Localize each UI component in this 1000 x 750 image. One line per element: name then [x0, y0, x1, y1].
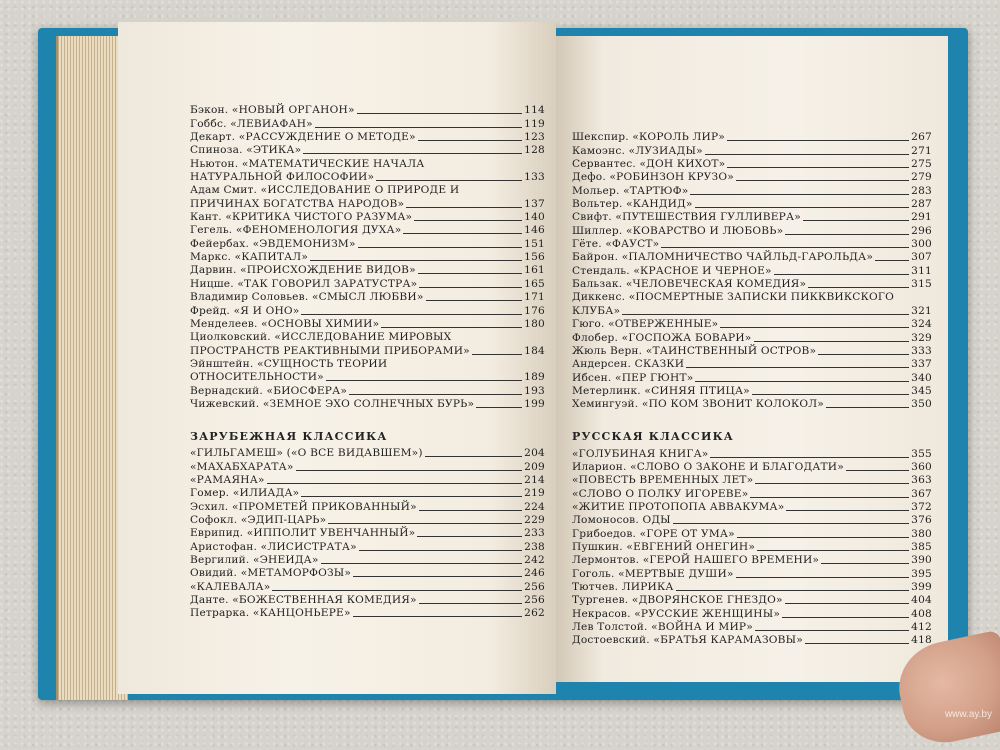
page-number: 219 — [524, 487, 545, 500]
page-number: 283 — [911, 184, 932, 197]
toc-entry — [190, 291, 545, 304]
page-number: 256 — [524, 580, 545, 593]
toc-entry — [572, 171, 932, 184]
toc-entry — [190, 447, 545, 460]
toc-entry-title: «ЖИТИЕ ПРОТОПОПА АВВАКУМА» — [572, 500, 785, 513]
leader-line — [321, 563, 523, 564]
leader-line — [803, 220, 909, 221]
page-number: 390 — [911, 554, 932, 567]
left-entries — [190, 104, 545, 411]
leader-line — [472, 354, 522, 355]
toc-entry-title: НАТУРАЛЬНОЙ ФИЛОСОФИИ» — [190, 171, 375, 184]
right-page — [556, 36, 948, 682]
leader-line — [690, 194, 909, 195]
toc-entry-title: Эйнштейн. «СУЩНОСТЬ ТЕОРИИ — [190, 357, 388, 370]
page-number: 395 — [911, 567, 932, 580]
page-number: 408 — [911, 607, 932, 620]
leader-line — [695, 381, 909, 382]
page-number: 123 — [524, 131, 545, 144]
page-number: 224 — [524, 500, 545, 513]
toc-entry — [190, 594, 545, 607]
page-number: 140 — [524, 211, 545, 224]
page-number: 329 — [911, 331, 932, 344]
leader-line — [676, 590, 910, 591]
toc-entry-title: Бальзак. «ЧЕЛОВЕЧЕСКАЯ КОМЕДИЯ» — [572, 278, 807, 291]
toc-entry-title: «КАЛЕВАЛА» — [190, 580, 271, 593]
toc-entry — [572, 358, 932, 371]
leader-line — [419, 287, 522, 288]
toc-entry-title: Софокл. «ЭДИП-ЦАРЬ» — [190, 513, 327, 526]
toc-entry — [572, 581, 932, 594]
leader-line — [727, 167, 909, 168]
leader-line — [310, 260, 522, 261]
toc-entry-title: Вольтер. «КАНДИД» — [572, 198, 693, 211]
page-number: 340 — [911, 371, 932, 384]
leader-line — [349, 394, 522, 395]
toc-entry — [190, 277, 545, 290]
leader-line — [425, 456, 523, 457]
page-number: 376 — [911, 514, 932, 527]
toc-entry-title: Достоевский. «БРАТЬЯ КАРАМАЗОВЫ» — [572, 634, 803, 647]
toc-entry-title: Дефо. «РОБИНЗОН КРУЗО» — [572, 171, 734, 184]
toc-entry — [572, 278, 932, 291]
toc-entry — [190, 344, 545, 357]
toc-entry — [572, 385, 932, 398]
page-number: 246 — [524, 567, 545, 580]
page-number: 360 — [911, 460, 932, 473]
page-number: 324 — [911, 318, 932, 331]
watermark: www.ay.by — [944, 709, 992, 720]
toc-entry-title: Грибоедов. «ГОРЕ ОТ УМА» — [572, 527, 735, 540]
toc-entry-title: Вернадский. «БИОСФЕРА» — [190, 384, 348, 397]
toc-entry-title: «СЛОВО О ПОЛКУ ИГОРЕВЕ» — [572, 487, 749, 500]
toc-entry-title: Гомер. «ИЛИАДА» — [190, 487, 300, 500]
leader-line — [875, 260, 909, 261]
leader-line — [417, 536, 522, 537]
toc-entry-title: Камоэнс. «ЛУЗИАДЫ» — [572, 144, 703, 157]
toc-entry-title: «РАМАЯНА» — [190, 473, 265, 486]
page-number: 256 — [524, 594, 545, 607]
toc-entry-title: Гёте. «ФАУСТ» — [572, 238, 660, 251]
toc-entry — [190, 237, 545, 250]
toc-entry — [190, 398, 545, 411]
toc-entry-title: Маркс. «КАПИТАЛ» — [190, 251, 309, 264]
toc-entry — [572, 184, 932, 197]
page-number: 279 — [911, 171, 932, 184]
toc-entry — [572, 158, 932, 171]
page-number: 404 — [911, 594, 932, 607]
page-number: 311 — [911, 264, 932, 277]
leader-line — [418, 140, 522, 141]
toc-entry — [190, 500, 545, 513]
leader-line — [296, 470, 523, 471]
toc-entry-title: Чижевский. «ЗЕМНОЕ ЭХО СОЛНЕЧНЫХ БУРЬ» — [190, 397, 475, 410]
page-number: 307 — [911, 251, 932, 264]
toc-entry-title: «ГОЛУБИНАЯ КНИГА» — [572, 447, 709, 460]
toc-entry-title: Дарвин. «ПРОИСХОЖДЕНИЕ ВИДОВ» — [190, 264, 416, 277]
leader-line — [301, 496, 522, 497]
leader-line — [846, 470, 909, 471]
toc-entry — [190, 540, 545, 553]
page-number: 333 — [911, 344, 932, 357]
page-number: 399 — [911, 581, 932, 593]
toc-entry — [190, 371, 545, 384]
page-number: 233 — [524, 527, 545, 540]
toc-entry-title: Иларион. «СЛОВО О ЗАКОНЕ И БЛАГОДАТИ» — [572, 460, 844, 473]
page-number: 229 — [524, 513, 545, 526]
page-number: 275 — [911, 158, 932, 171]
page-number: 161 — [524, 264, 545, 277]
toc-entry — [572, 474, 932, 487]
leader-line — [357, 113, 523, 114]
page-number: 412 — [911, 621, 932, 634]
toc-entry-title: Ньютон. «МАТЕМАТИЧЕСКИЕ НАЧАЛА — [190, 157, 425, 170]
toc-entry-title: Менделеев. «ОСНОВЫ ХИМИИ» — [190, 317, 380, 330]
toc-entry — [190, 358, 545, 371]
toc-entry-title: Циолковский. «ИССЛЕДОВАНИЕ МИРОВЫХ — [190, 331, 452, 344]
toc-entry-title: Диккенс. «ПОСМЕРТНЫЕ ЗАПИСКИ ПИККВИКСКОГО — [572, 291, 894, 304]
page-number: 238 — [524, 540, 545, 553]
leader-line — [376, 180, 522, 181]
leader-line — [272, 590, 522, 591]
toc-entry — [572, 264, 932, 277]
toc-entry-title: Данте. «БОЖЕСТВЕННАЯ КОМЕДИЯ» — [190, 594, 417, 607]
toc-entry — [572, 331, 932, 344]
leader-line — [426, 300, 523, 301]
toc-entry — [572, 318, 932, 331]
toc-entry — [190, 331, 545, 344]
toc-entry-title: Ломоносов. ОДЫ — [572, 514, 671, 527]
toc-entry-title: ПРИЧИНАХ БОГАТСТВА НАРОДОВ» — [190, 197, 405, 210]
section-title-foreign-classics: ЗАРУБЕЖНАЯ КЛАССИКА — [190, 429, 388, 443]
leader-line — [750, 497, 909, 498]
toc-entry-title: Лермонтов. «ГЕРОЙ НАШЕГО ВРЕМЕНИ» — [572, 554, 820, 567]
toc-entry — [572, 594, 932, 607]
toc-entry — [190, 304, 545, 317]
russian-classics-entries — [572, 447, 932, 647]
leader-line — [661, 247, 909, 248]
leader-line — [774, 274, 909, 275]
toc-entry-title: Спиноза. «ЭТИКА» — [190, 144, 302, 157]
leader-line — [705, 154, 909, 155]
leader-line — [359, 550, 522, 551]
toc-entry-title: Байрон. «ПАЛОМНИЧЕСТВО ЧАЙЛЬД-ГАРОЛЬДА» — [572, 251, 874, 264]
leader-line — [736, 577, 910, 578]
toc-entry-title: Фрейд. «Я И ОНО» — [190, 304, 300, 317]
toc-entry — [572, 371, 932, 384]
leader-line — [353, 616, 523, 617]
toc-entry-title: Андерсен. СКАЗКИ — [572, 358, 685, 371]
leader-line — [353, 576, 522, 577]
toc-entry-title: Ницше. «ТАК ГОВОРИЛ ЗАРАТУСТРА» — [190, 277, 418, 290]
page-number: 180 — [524, 317, 545, 330]
leader-line — [267, 483, 523, 484]
toc-entry — [190, 474, 545, 487]
leader-line — [785, 603, 910, 604]
page-number: 321 — [911, 304, 932, 317]
leader-line — [805, 643, 909, 644]
page-number: 372 — [911, 500, 932, 513]
toc-entry — [572, 461, 932, 474]
page-number: 337 — [911, 358, 932, 371]
toc-entry-title: Жюль Верн. «ТАИНСТВЕННЫЙ ОСТРОВ» — [572, 344, 817, 357]
leader-line — [419, 510, 522, 511]
toc-entry — [190, 197, 545, 210]
page-number: 300 — [911, 238, 932, 251]
page-number: 156 — [524, 251, 545, 264]
page-number: 214 — [524, 473, 545, 486]
toc-entry — [572, 567, 932, 580]
toc-entry — [190, 264, 545, 277]
toc-entry-title: Декарт. «РАССУЖДЕНИЕ О МЕТОДЕ» — [190, 131, 416, 144]
page-number: 291 — [911, 211, 932, 224]
leader-line — [821, 563, 909, 564]
toc-entry — [572, 211, 932, 224]
toc-entry-title: Гегель. «ФЕНОМЕНОЛОГИЯ ДУХА» — [190, 224, 402, 237]
page-number: 176 — [524, 304, 545, 317]
toc-entry-title: Метерлинк. «СИНЯЯ ПТИЦА» — [572, 384, 750, 397]
left-page — [118, 22, 556, 694]
toc-entry — [572, 224, 932, 237]
page-number: 345 — [911, 384, 932, 397]
leader-line — [414, 220, 522, 221]
toc-entry-title: Флобер. «ГОСПОЖА БОВАРИ» — [572, 331, 752, 344]
toc-entry — [572, 501, 932, 514]
page-number: 209 — [524, 460, 545, 473]
page-number: 418 — [911, 634, 932, 647]
right-toc — [572, 131, 932, 647]
toc-entry — [190, 460, 545, 473]
left-toc — [190, 104, 545, 620]
page-number: 204 — [524, 447, 545, 460]
toc-entry-title: Эсхил. «ПРОМЕТЕЙ ПРИКОВАННЫЙ» — [190, 500, 417, 513]
toc-entry-title: ПРОСТРАНСТВ РЕАКТИВНЫМИ ПРИБОРАМИ» — [190, 344, 470, 357]
leader-line — [782, 617, 909, 618]
toc-entry — [572, 291, 932, 304]
toc-entry — [572, 634, 932, 647]
leader-line — [752, 394, 909, 395]
leader-line — [476, 407, 522, 408]
toc-entry — [190, 607, 545, 620]
toc-entry — [190, 580, 545, 593]
page-number: 119 — [524, 117, 545, 130]
toc-entry-title: Гюго. «ОТВЕРЖЕННЫЕ» — [572, 318, 719, 331]
toc-entry-title: Владимир Соловьев. «СМЫСЛ ЛЮБВИ» — [190, 291, 424, 304]
toc-entry-title: «ГИЛЬГАМЕШ» («О ВСЕ ВИДАВШЕМ») — [190, 447, 423, 460]
toc-entry — [572, 144, 932, 157]
page-number: 350 — [911, 398, 932, 411]
page-number: 137 — [524, 197, 545, 210]
toc-entry — [572, 514, 932, 527]
leader-line — [303, 153, 522, 154]
toc-entry-title: Гоголь. «МЕРТВЫЕ ДУШИ» — [572, 567, 734, 580]
toc-entry-title: «МАХАБХАРАТА» — [190, 460, 294, 473]
toc-entry-title: Сервантес. «ДОН КИХОТ» — [572, 158, 726, 171]
page-number: 315 — [911, 278, 932, 291]
leader-line — [673, 523, 909, 524]
leader-line — [785, 234, 909, 235]
toc-entry-title: «ПОВЕСТЬ ВРЕМЕННЫХ ЛЕТ» — [572, 474, 754, 487]
toc-entry — [190, 514, 545, 527]
toc-entry-title: Некрасов. «РУССКИЕ ЖЕНЩИНЫ» — [572, 607, 780, 620]
toc-entry-title: Шиллер. «КОВАРСТВО И ЛЮБОВЬ» — [572, 224, 784, 237]
section-title-russian-classics: РУССКАЯ КЛАССИКА — [572, 430, 734, 444]
toc-entry — [190, 487, 545, 500]
toc-entry — [190, 527, 545, 540]
toc-entry-title: КЛУБА» — [572, 304, 621, 317]
leader-line — [622, 314, 909, 315]
leader-line — [406, 207, 522, 208]
toc-entry-title: Ибсен. «ПЕР ГЮНТ» — [572, 371, 694, 384]
leader-line — [755, 483, 909, 484]
leader-line — [403, 233, 522, 234]
page-number: 193 — [524, 384, 545, 397]
toc-entry — [190, 251, 545, 264]
page-number: 287 — [911, 198, 932, 211]
toc-entry-title: Хемингуэй. «ПО КОМ ЗВОНИТ КОЛОКОЛ» — [572, 398, 824, 411]
leader-line — [754, 341, 910, 342]
page-number: 262 — [524, 607, 545, 620]
page-number: 128 — [524, 144, 545, 157]
page-number: 189 — [524, 371, 545, 384]
leader-line — [315, 127, 522, 128]
toc-entry — [572, 345, 932, 358]
leader-line — [720, 327, 909, 328]
toc-entry — [572, 607, 932, 620]
toc-entry — [572, 554, 932, 567]
page-number: 271 — [911, 144, 932, 157]
page-number: 114 — [524, 104, 545, 117]
toc-entry-title: Кант. «КРИТИКА ЧИСТОГО РАЗУМА» — [190, 211, 413, 224]
page-number: 380 — [911, 527, 932, 540]
page-number: 184 — [524, 344, 545, 357]
toc-entry — [190, 184, 545, 197]
toc-entry — [190, 104, 545, 117]
leader-line — [695, 207, 910, 208]
leader-line — [419, 603, 522, 604]
leader-line — [358, 247, 523, 248]
leader-line — [301, 314, 522, 315]
foreign-classics-entries — [190, 447, 545, 620]
page-number: 363 — [911, 474, 932, 487]
leader-line — [737, 537, 909, 538]
toc-entry — [572, 198, 932, 211]
toc-entry — [190, 318, 545, 331]
leader-line — [826, 407, 909, 408]
toc-entry — [190, 171, 545, 184]
leader-line — [755, 630, 909, 631]
leader-line — [757, 550, 909, 551]
toc-entry-title: Петрарка. «КАНЦОНЬЕРЕ» — [190, 607, 351, 620]
toc-entry-title: Еврипид. «ИППОЛИТ УВЕНЧАННЫЙ» — [190, 527, 416, 540]
leader-line — [786, 510, 909, 511]
toc-entry — [572, 541, 932, 554]
leader-line — [328, 523, 522, 524]
page-number: 151 — [524, 237, 545, 250]
toc-entry — [190, 224, 545, 237]
page-number: 171 — [524, 291, 545, 304]
toc-entry — [572, 447, 932, 460]
toc-entry-title: Вергилий. «ЭНЕИДА» — [190, 554, 319, 566]
toc-entry-title: Фейербах. «ЭВДЕМОНИЗМ» — [190, 237, 356, 250]
toc-entry-title: Тургенев. «ДВОРЯНСКОЕ ГНЕЗДО» — [572, 594, 783, 607]
toc-entry — [190, 144, 545, 157]
leader-line — [808, 287, 909, 288]
toc-entry — [190, 211, 545, 224]
toc-entry — [572, 398, 932, 411]
toc-entry — [190, 567, 545, 580]
page-number: 199 — [524, 397, 545, 410]
toc-entry — [572, 527, 932, 540]
toc-entry-title: Стендаль. «КРАСНОЕ И ЧЕРНОЕ» — [572, 264, 772, 277]
leader-line — [818, 354, 909, 355]
toc-entry-title: Лев Толстой. «ВОЙНА И МИР» — [572, 621, 753, 634]
leader-line — [381, 327, 522, 328]
leader-line — [736, 180, 909, 181]
toc-entry — [572, 131, 932, 144]
toc-entry-title: Свифт. «ПУТЕШЕСТВИЯ ГУЛЛИВЕРА» — [572, 211, 801, 224]
page-number: 133 — [524, 171, 545, 184]
page-number: 165 — [524, 277, 545, 290]
toc-entry-title: Адам Смит. «ИССЛЕДОВАНИЕ О ПРИРОДЕ И — [190, 184, 460, 197]
page-number: 385 — [911, 540, 932, 553]
leader-line — [326, 380, 522, 381]
toc-entry-title: Гоббс. «ЛЕВИАФАН» — [190, 117, 313, 130]
toc-entry-title: ОТНОСИТЕЛЬНОСТИ» — [190, 371, 324, 384]
toc-entry — [190, 117, 545, 130]
leader-line — [727, 140, 909, 141]
leader-line — [686, 367, 909, 368]
page-number: 355 — [911, 447, 932, 460]
page-number: 267 — [911, 131, 932, 144]
leader-line — [710, 457, 909, 458]
page-number: 296 — [911, 224, 932, 237]
toc-entry — [572, 487, 932, 500]
page-number: 146 — [524, 224, 545, 237]
toc-entry-title: Пушкин. «ЕВГЕНИЙ ОНЕГИН» — [572, 540, 756, 553]
page-number: 242 — [524, 554, 545, 566]
toc-entry-title: Аристофан. «ЛИСИСТРАТА» — [190, 540, 357, 553]
toc-entry — [572, 304, 932, 317]
toc-entry — [572, 251, 932, 264]
leader-line — [418, 273, 522, 274]
toc-entry — [190, 131, 545, 144]
toc-entry-title: Бэкон. «НОВЫЙ ОРГАНОН» — [190, 104, 355, 117]
page-number: 367 — [911, 487, 932, 500]
toc-entry — [190, 157, 545, 170]
toc-entry — [572, 621, 932, 634]
toc-entry-title: Овидий. «МЕТАМОРФОЗЫ» — [190, 567, 352, 580]
toc-entry-title: Мольер. «ТАРТЮФ» — [572, 184, 689, 197]
toc-entry — [572, 238, 932, 251]
right-entries — [572, 131, 932, 411]
toc-entry — [190, 554, 545, 567]
toc-entry — [190, 384, 545, 397]
toc-entry-title: Шекспир. «КОРОЛЬ ЛИР» — [572, 131, 725, 144]
toc-entry-title: Тютчев. ЛИРИКА — [572, 581, 674, 593]
